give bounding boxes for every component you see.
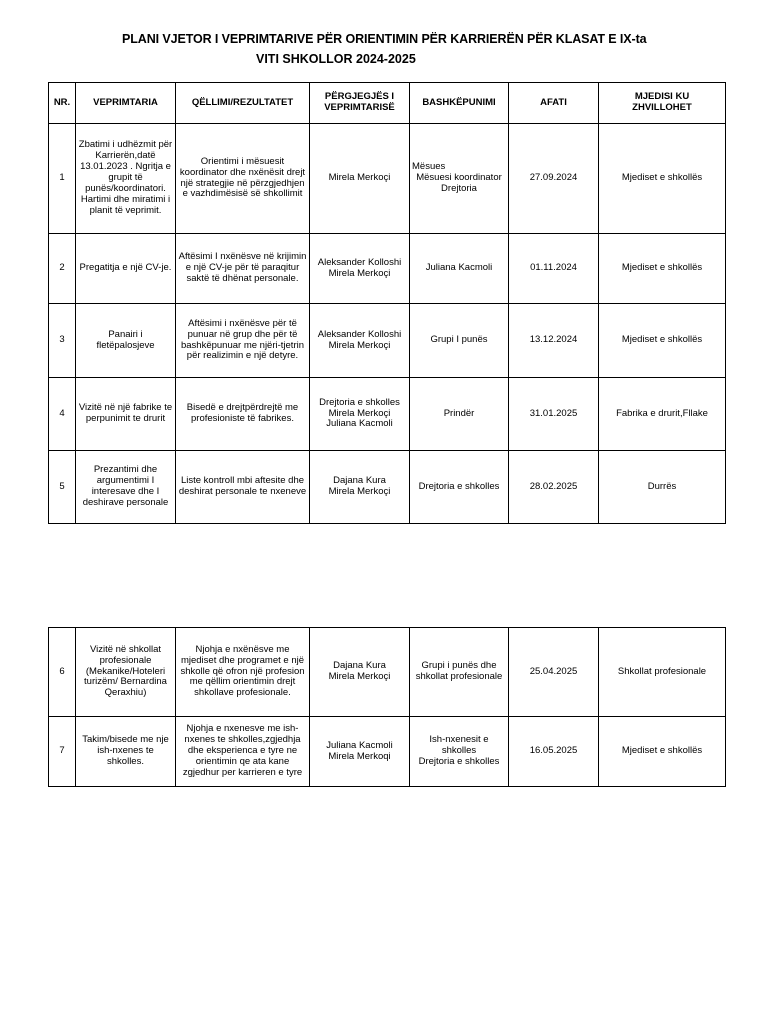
school-year-subtitle: VITI SHKOLLOR 2024-2025 <box>256 52 416 66</box>
header-mjedisi: MJEDISI KU ZHVILLOHET <box>599 83 726 124</box>
cell-veprimtaria: Prezantimi dhe argumentimi I interesave dhe I deshirave personale <box>76 451 176 524</box>
activity-plan-table-continued <box>48 627 726 787</box>
cell-nr: 1 <box>49 124 76 234</box>
cell-pergjegjes: Dajana Kura Mirela Merkoçi <box>310 451 410 524</box>
cell-nr: 5 <box>49 451 76 524</box>
cell-afati: 25.04.2025 <box>509 628 599 717</box>
cell-afati: 01.11.2024 <box>509 234 599 304</box>
table-row <box>49 717 726 787</box>
cell-veprimtaria: Takim/bisede me nje ish-nxenes te shkolles. <box>76 717 176 787</box>
header-pergjegjes: PËRGJEGJËS I VEPRIMTARISË <box>310 83 410 124</box>
table-row <box>49 304 726 378</box>
cell-mjedisi: Shkollat profesionale <box>599 628 726 717</box>
cell-veprimtaria: Panairi i fletëpalosjeve <box>76 304 176 378</box>
cell-veprimtaria: Vizitë në një fabrike te perpunimit te drurit <box>76 378 176 451</box>
cell-bashkepunimi: Juliana Kacmoli <box>410 234 509 304</box>
cell-afati: 13.12.2024 <box>509 304 599 378</box>
cell-qellimi: Njohja e nxenesve me ish-nxenes te shkolles,zgjedhja dhe eksperienca e tyre ne orientimin qe ata kane zgjedhur per karrieren e tyre <box>176 717 310 787</box>
cell-pergjegjes: Aleksander Kolloshi Mirela Merkoçi <box>310 304 410 378</box>
cell-mjedisi: Durrës <box>599 451 726 524</box>
cell-bashkepunimi: Prindër <box>410 378 509 451</box>
table-row <box>49 378 726 451</box>
table-row <box>49 124 726 234</box>
cell-bashkepunimi: Mësues Mësuesi koordinator Drejtoria <box>410 124 509 234</box>
cell-mjedisi: Fabrika e drurit,Fllake <box>599 378 726 451</box>
cell-pergjegjes: Juliana Kacmoli Mirela Merkoqi <box>310 717 410 787</box>
cell-nr: 2 <box>49 234 76 304</box>
table-header-row <box>49 83 726 124</box>
cell-nr: 7 <box>49 717 76 787</box>
header-qellimi: QËLLIMI/REZULTATET <box>176 83 310 124</box>
cell-bashkepunimi: Ish-nxenesit e shkolles Drejtoria e shkolles <box>410 717 509 787</box>
cell-mjedisi: Mjediset e shkollës <box>599 234 726 304</box>
cell-bashkepunimi: Drejtoria e shkolles <box>410 451 509 524</box>
cell-veprimtaria: Pregatitja e një CV-je. <box>76 234 176 304</box>
header-veprimtaria: VEPRIMTARIA <box>76 83 176 124</box>
cell-qellimi: Liste kontroll mbi aftesite dhe deshirat personale te nxeneve <box>176 451 310 524</box>
header-afati: AFATI <box>509 83 599 124</box>
cell-nr: 6 <box>49 628 76 717</box>
cell-nr: 4 <box>49 378 76 451</box>
cell-bashkepunimi: Grupi i punës dhe shkollat profesionale <box>410 628 509 717</box>
cell-afati: 31.01.2025 <box>509 378 599 451</box>
table-row <box>49 628 726 717</box>
cell-afati: 28.02.2025 <box>509 451 599 524</box>
cell-veprimtaria: Vizitë në shkollat profesionale (Mekanike/Hoteleri turizëm/ Bernardina Qeraxhiu) <box>76 628 176 717</box>
cell-pergjegjes: Drejtoria e shkolles Mirela Merkoçi Juliana Kacmoli <box>310 378 410 451</box>
document-title: PLANI VJETOR I VEPRIMTARIVE PËR ORIENTIMIN PËR KARRIERËN PËR KLASAT E IX-ta <box>122 32 647 46</box>
cell-nr: 3 <box>49 304 76 378</box>
cell-pergjegjes: Aleksander Kolloshi Mirela Merkoçi <box>310 234 410 304</box>
activity-plan-table <box>48 82 726 524</box>
cell-veprimtaria: Zbatimi i udhëzmit për Karrierën,datë 13.01.2023 . Ngritja e grupit të punës/koordinatori. Hartimi dhe miratimi i planit të veprimit. <box>76 124 176 234</box>
cell-pergjegjes: Dajana Kura Mirela Merkoçi <box>310 628 410 717</box>
cell-qellimi: Aftësimi i nxënësve për të punuar në grup dhe për të bashkëpunuar me njëri-tjetrin për realizimin e një detyre. <box>176 304 310 378</box>
cell-pergjegjes: Mirela Merkoçi <box>310 124 410 234</box>
cell-afati: 27.09.2024 <box>509 124 599 234</box>
cell-mjedisi: Mjediset e shkollës <box>599 124 726 234</box>
cell-afati: 16.05.2025 <box>509 717 599 787</box>
cell-bashkepunimi: Grupi I punës <box>410 304 509 378</box>
cell-qellimi: Orientimi i mësuesit koordinator dhe nxënësit drejt një strategjie në përzgjedhjen e vazhdimësisë së shkollimit <box>176 124 310 234</box>
header-bashkepunimi: BASHKËPUNIMI <box>410 83 509 124</box>
cell-mjedisi: Mjediset e shkollës <box>599 717 726 787</box>
cell-qellimi: Bisedë e drejtpërdrejtë me profesioniste të fabrikes. <box>176 378 310 451</box>
header-nr: NR. <box>49 83 76 124</box>
table-row <box>49 234 726 304</box>
table-row <box>49 451 726 524</box>
cell-qellimi: Aftësimi I nxënësve në krijimin e një CV-je për të paraqitur saktë të dhënat personale. <box>176 234 310 304</box>
cell-qellimi: Njohja e nxënësve me mjediset dhe programet e një shkolle që ofron një profesion me qëllim orientimin drejt shkollave profesionale. <box>176 628 310 717</box>
cell-mjedisi: Mjediset e shkollës <box>599 304 726 378</box>
